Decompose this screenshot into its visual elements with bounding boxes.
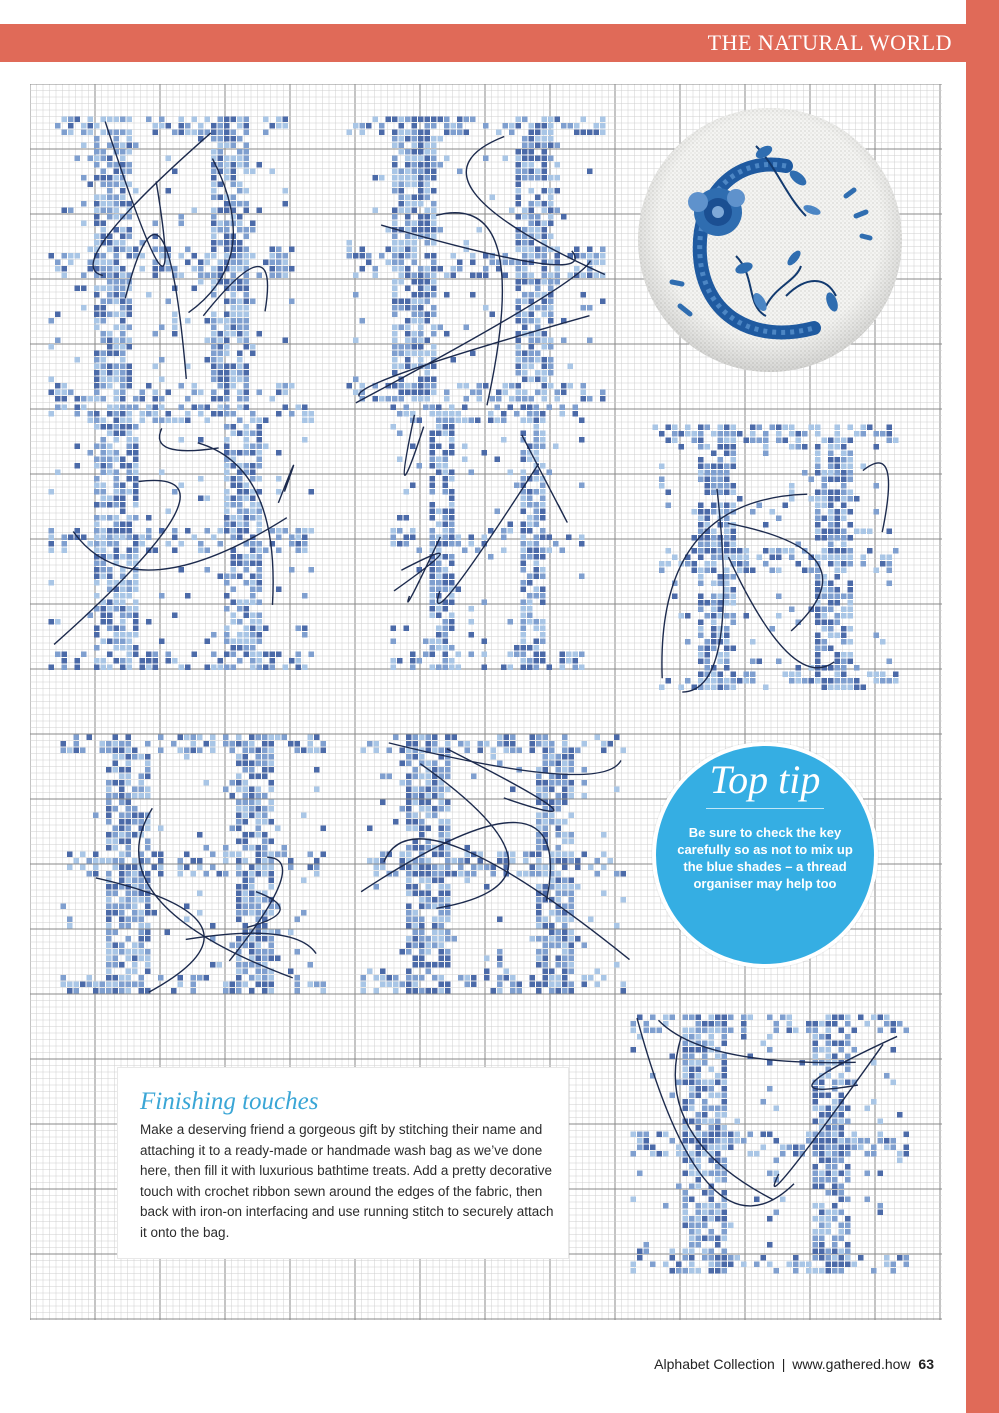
tip-title: Top tip <box>709 757 821 802</box>
website-url: www.gathered.how <box>792 1356 911 1372</box>
tip-body: Be sure to check the key carefully so as not to mix up the blue shades – a thread organiser may help too <box>677 825 853 891</box>
right-edge-strip <box>966 0 999 1413</box>
section-header-bar <box>0 24 966 62</box>
tip-divider <box>706 808 824 809</box>
publication-name: Alphabet Collection <box>654 1356 775 1372</box>
finishing-title: Finishing touches <box>140 1088 319 1115</box>
page-footer <box>654 1356 934 1372</box>
footer-separator: | <box>781 1356 786 1372</box>
page-number: 63 <box>918 1356 934 1372</box>
stitched-letter-photo <box>636 106 904 374</box>
section-title: THE NATURAL WORLD <box>707 30 952 55</box>
top-tip-callout <box>652 742 878 968</box>
finishing-body: Make a deserving friend a gorgeous gift by stitching their name and attaching it to a ready-made or handmade wash bag as we’ve done here, then fill it with luxurious bathtime treats. Add a pretty decorative touch with crochet ribbon sewn around the edges of the fabric, then back with iron-on interfacing and use running stitch to securely attach it onto the bag. <box>140 1122 554 1240</box>
finishing-touches-box <box>118 1068 568 1258</box>
